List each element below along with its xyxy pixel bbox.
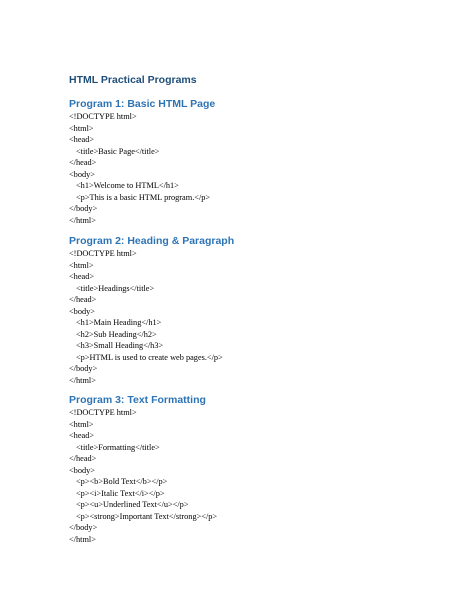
code-block <box>69 111 215 226</box>
code-line: <p>This is a basic HTML program.</p> <box>76 192 211 202</box>
section-heading: Program 3: Text Formatting <box>69 394 206 406</box>
code-line: </head> <box>69 158 97 167</box>
code-line: </head> <box>69 454 97 463</box>
program-section-2 <box>69 234 234 386</box>
code-line: <h1>Welcome to HTML</h1> <box>76 181 179 190</box>
code-line: <h1>Main Heading</h1> <box>76 318 162 327</box>
code-line: <p>HTML is used to create web pages.</p> <box>76 352 223 362</box>
code-line: <head> <box>69 431 95 440</box>
program-section-1 <box>69 97 215 226</box>
program-section-3 <box>69 393 217 545</box>
code-line: <head> <box>69 135 95 144</box>
document-title: HTML Practical Programs <box>69 74 197 86</box>
code-line: <html> <box>69 419 94 429</box>
code-line: <body> <box>69 306 95 316</box>
code-line: </body> <box>69 204 98 213</box>
code-block <box>69 248 234 386</box>
code-line: <p><u>Underlined Text</u></p> <box>76 500 189 509</box>
code-line: </html> <box>69 375 96 385</box>
code-line: <p><strong>Important Text</strong></p> <box>76 511 218 521</box>
code-line: <p><i>Italic Text</i></p> <box>76 488 165 498</box>
code-line: <!DOCTYPE html> <box>69 112 137 121</box>
code-line: <!DOCTYPE html> <box>69 408 137 417</box>
code-line: </head> <box>69 295 97 304</box>
code-line: </html> <box>69 534 96 544</box>
code-line: <h2>Sub Heading</h2> <box>76 329 157 339</box>
code-line: <title>Formatting</title> <box>76 442 160 452</box>
section-heading: Program 1: Basic HTML Page <box>69 98 216 110</box>
code-line: <html> <box>69 260 94 270</box>
code-line: </html> <box>69 215 96 225</box>
code-line: <title>Basic Page</title> <box>76 146 160 156</box>
code-line: <p><b>Bold Text</b></p> <box>76 477 168 486</box>
code-line: <h3>Small Heading</h3> <box>76 341 164 350</box>
code-line: <body> <box>69 169 95 179</box>
code-line: </body> <box>69 523 98 532</box>
code-line: <body> <box>69 465 95 475</box>
code-line: <title>Headings</title> <box>76 283 155 293</box>
code-line: <!DOCTYPE html> <box>69 249 137 258</box>
code-line: </body> <box>69 364 98 373</box>
code-line: <html> <box>69 123 94 133</box>
section-heading: Program 2: Heading & Paragraph <box>69 235 235 247</box>
code-block <box>69 407 217 545</box>
code-line: <head> <box>69 272 95 281</box>
